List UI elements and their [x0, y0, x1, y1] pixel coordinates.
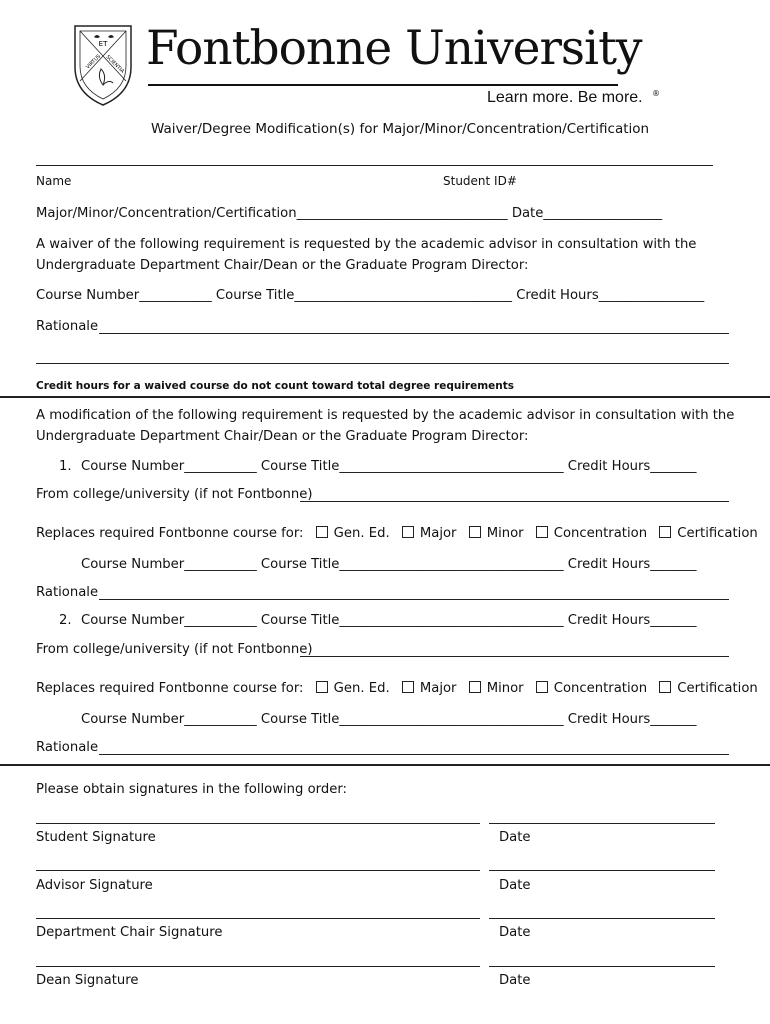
waiver-rationale-label: Rationale: [36, 319, 99, 334]
section-divider-2: [0, 764, 770, 766]
major-option: Major: [419, 681, 457, 696]
item-2-rationale-line[interactable]: [99, 754, 729, 755]
item-1-replacement-course-row[interactable]: Course Number___________ Course Title__________________________________ Credit Hours_______: [81, 557, 697, 572]
certification-checkbox[interactable]: [659, 526, 671, 538]
certification-option: Certification: [677, 526, 758, 541]
item-2-course-row[interactable]: Course Number___________ Course Title__________________________________ Credit Hours_______: [81, 613, 697, 628]
item-1-rationale-line[interactable]: [99, 599, 729, 600]
item-2-replacement-course-row[interactable]: Course Number___________ Course Title__________________________________ Credit Hours_______: [81, 712, 697, 727]
advisor-date-line[interactable]: [489, 870, 715, 871]
item-2-replaces-row: [36, 681, 758, 695]
chair-date-label: Date: [499, 925, 531, 940]
student-signature-label: Student Signature: [36, 830, 156, 845]
minor-checkbox[interactable]: [469, 681, 481, 693]
item-1-rationale-label: Rationale: [36, 585, 99, 600]
svg-text:ET: ET: [98, 40, 108, 48]
svg-text:SCIENTIA: SCIENTIA: [104, 54, 126, 75]
advisor-signature-label: Advisor Signature: [36, 878, 153, 893]
concentration-checkbox[interactable]: [536, 526, 548, 538]
advisor-date-label: Date: [499, 878, 531, 893]
certification-checkbox[interactable]: [659, 681, 671, 693]
name-id-line[interactable]: [36, 165, 713, 166]
program-field[interactable]: ________________________________: [296, 206, 508, 221]
major-option: Major: [419, 526, 457, 541]
student-date-line[interactable]: [489, 823, 715, 824]
gen-ed-checkbox[interactable]: [316, 681, 328, 693]
section-divider-1: [0, 396, 770, 398]
item-2-from-line[interactable]: [300, 656, 729, 657]
replaces-label: Replaces required Fontbonne course for:: [36, 681, 304, 696]
modification-intro-line-1: A modification of the following requirement is requested by the academic advisor in consultation with the: [36, 408, 735, 423]
replaces-label: Replaces required Fontbonne course for:: [36, 526, 304, 541]
waiver-rationale-line-2[interactable]: [36, 363, 729, 364]
dean-signature-line[interactable]: [36, 966, 480, 967]
concentration-checkbox[interactable]: [536, 681, 548, 693]
waiver-intro-line-2: Undergraduate Department Chair/Dean or the Graduate Program Director:: [36, 258, 529, 273]
gen-ed-option: Gen. Ed.: [333, 681, 390, 696]
concentration-option: Concentration: [553, 526, 648, 541]
registered-icon: ®: [652, 89, 660, 98]
gen-ed-option: Gen. Ed.: [333, 526, 390, 541]
student-signature-line[interactable]: [36, 823, 480, 824]
item-2-number: 2.: [59, 613, 72, 628]
dean-date-label: Date: [499, 973, 531, 988]
student-date-label: Date: [499, 830, 531, 845]
svg-text:VIRTUS: VIRTUS: [85, 53, 103, 71]
waiver-note: Credit hours for a waived course do not count toward total degree requirements: [36, 380, 515, 392]
logo-wordmark: Fontbonne University: [146, 21, 642, 76]
item-1-from-label: From college/university (if not Fontbonne): [36, 487, 313, 502]
tagline: Learn more. Be more.: [487, 89, 643, 106]
waiver-course-row[interactable]: Course Number___________ Course Title_________________________________ Credit Hours________________: [36, 288, 705, 303]
item-2-rationale-label: Rationale: [36, 740, 99, 755]
certification-option: Certification: [677, 681, 758, 696]
minor-option: Minor: [486, 681, 524, 696]
modification-intro-line-2: Undergraduate Department Chair/Dean or the Graduate Program Director:: [36, 429, 529, 444]
signature-instruction: Please obtain signatures in the following order:: [36, 782, 347, 797]
advisor-signature-line[interactable]: [36, 870, 480, 871]
gen-ed-checkbox[interactable]: [316, 526, 328, 538]
concentration-option: Concentration: [553, 681, 648, 696]
item-1-replaces-row: [36, 526, 758, 540]
chair-date-line[interactable]: [489, 918, 715, 919]
waiver-rationale-line-1[interactable]: [99, 333, 729, 334]
major-checkbox[interactable]: [402, 681, 414, 693]
item-1-from-line[interactable]: [300, 501, 729, 502]
chair-signature-label: Department Chair Signature: [36, 925, 223, 940]
name-label: Name: [36, 174, 72, 188]
form-title: Waiver/Degree Modification(s) for Major/Minor/Concentration/Certification: [151, 121, 650, 137]
program-label: Major/Minor/Concentration/Certification: [36, 206, 297, 221]
item-2-from-label: From college/university (if not Fontbonne): [36, 642, 313, 657]
university-seal: [72, 23, 134, 107]
chair-signature-line[interactable]: [36, 918, 480, 919]
date-label: Date: [511, 206, 544, 221]
item-1-number: 1.: [59, 459, 72, 474]
student-id-label: Student ID#: [443, 174, 517, 188]
logo-underline: [148, 84, 618, 86]
program-row[interactable]: [36, 207, 662, 220]
dean-signature-label: Dean Signature: [36, 973, 139, 988]
minor-checkbox[interactable]: [469, 526, 481, 538]
date-field[interactable]: __________________: [543, 206, 663, 221]
minor-option: Minor: [486, 526, 524, 541]
dean-date-line[interactable]: [489, 966, 715, 967]
waiver-intro-line-1: A waiver of the following requirement is requested by the academic advisor in consultation with the: [36, 237, 697, 252]
item-1-course-row[interactable]: Course Number___________ Course Title__________________________________ Credit Hours_______: [81, 459, 697, 474]
major-checkbox[interactable]: [402, 526, 414, 538]
